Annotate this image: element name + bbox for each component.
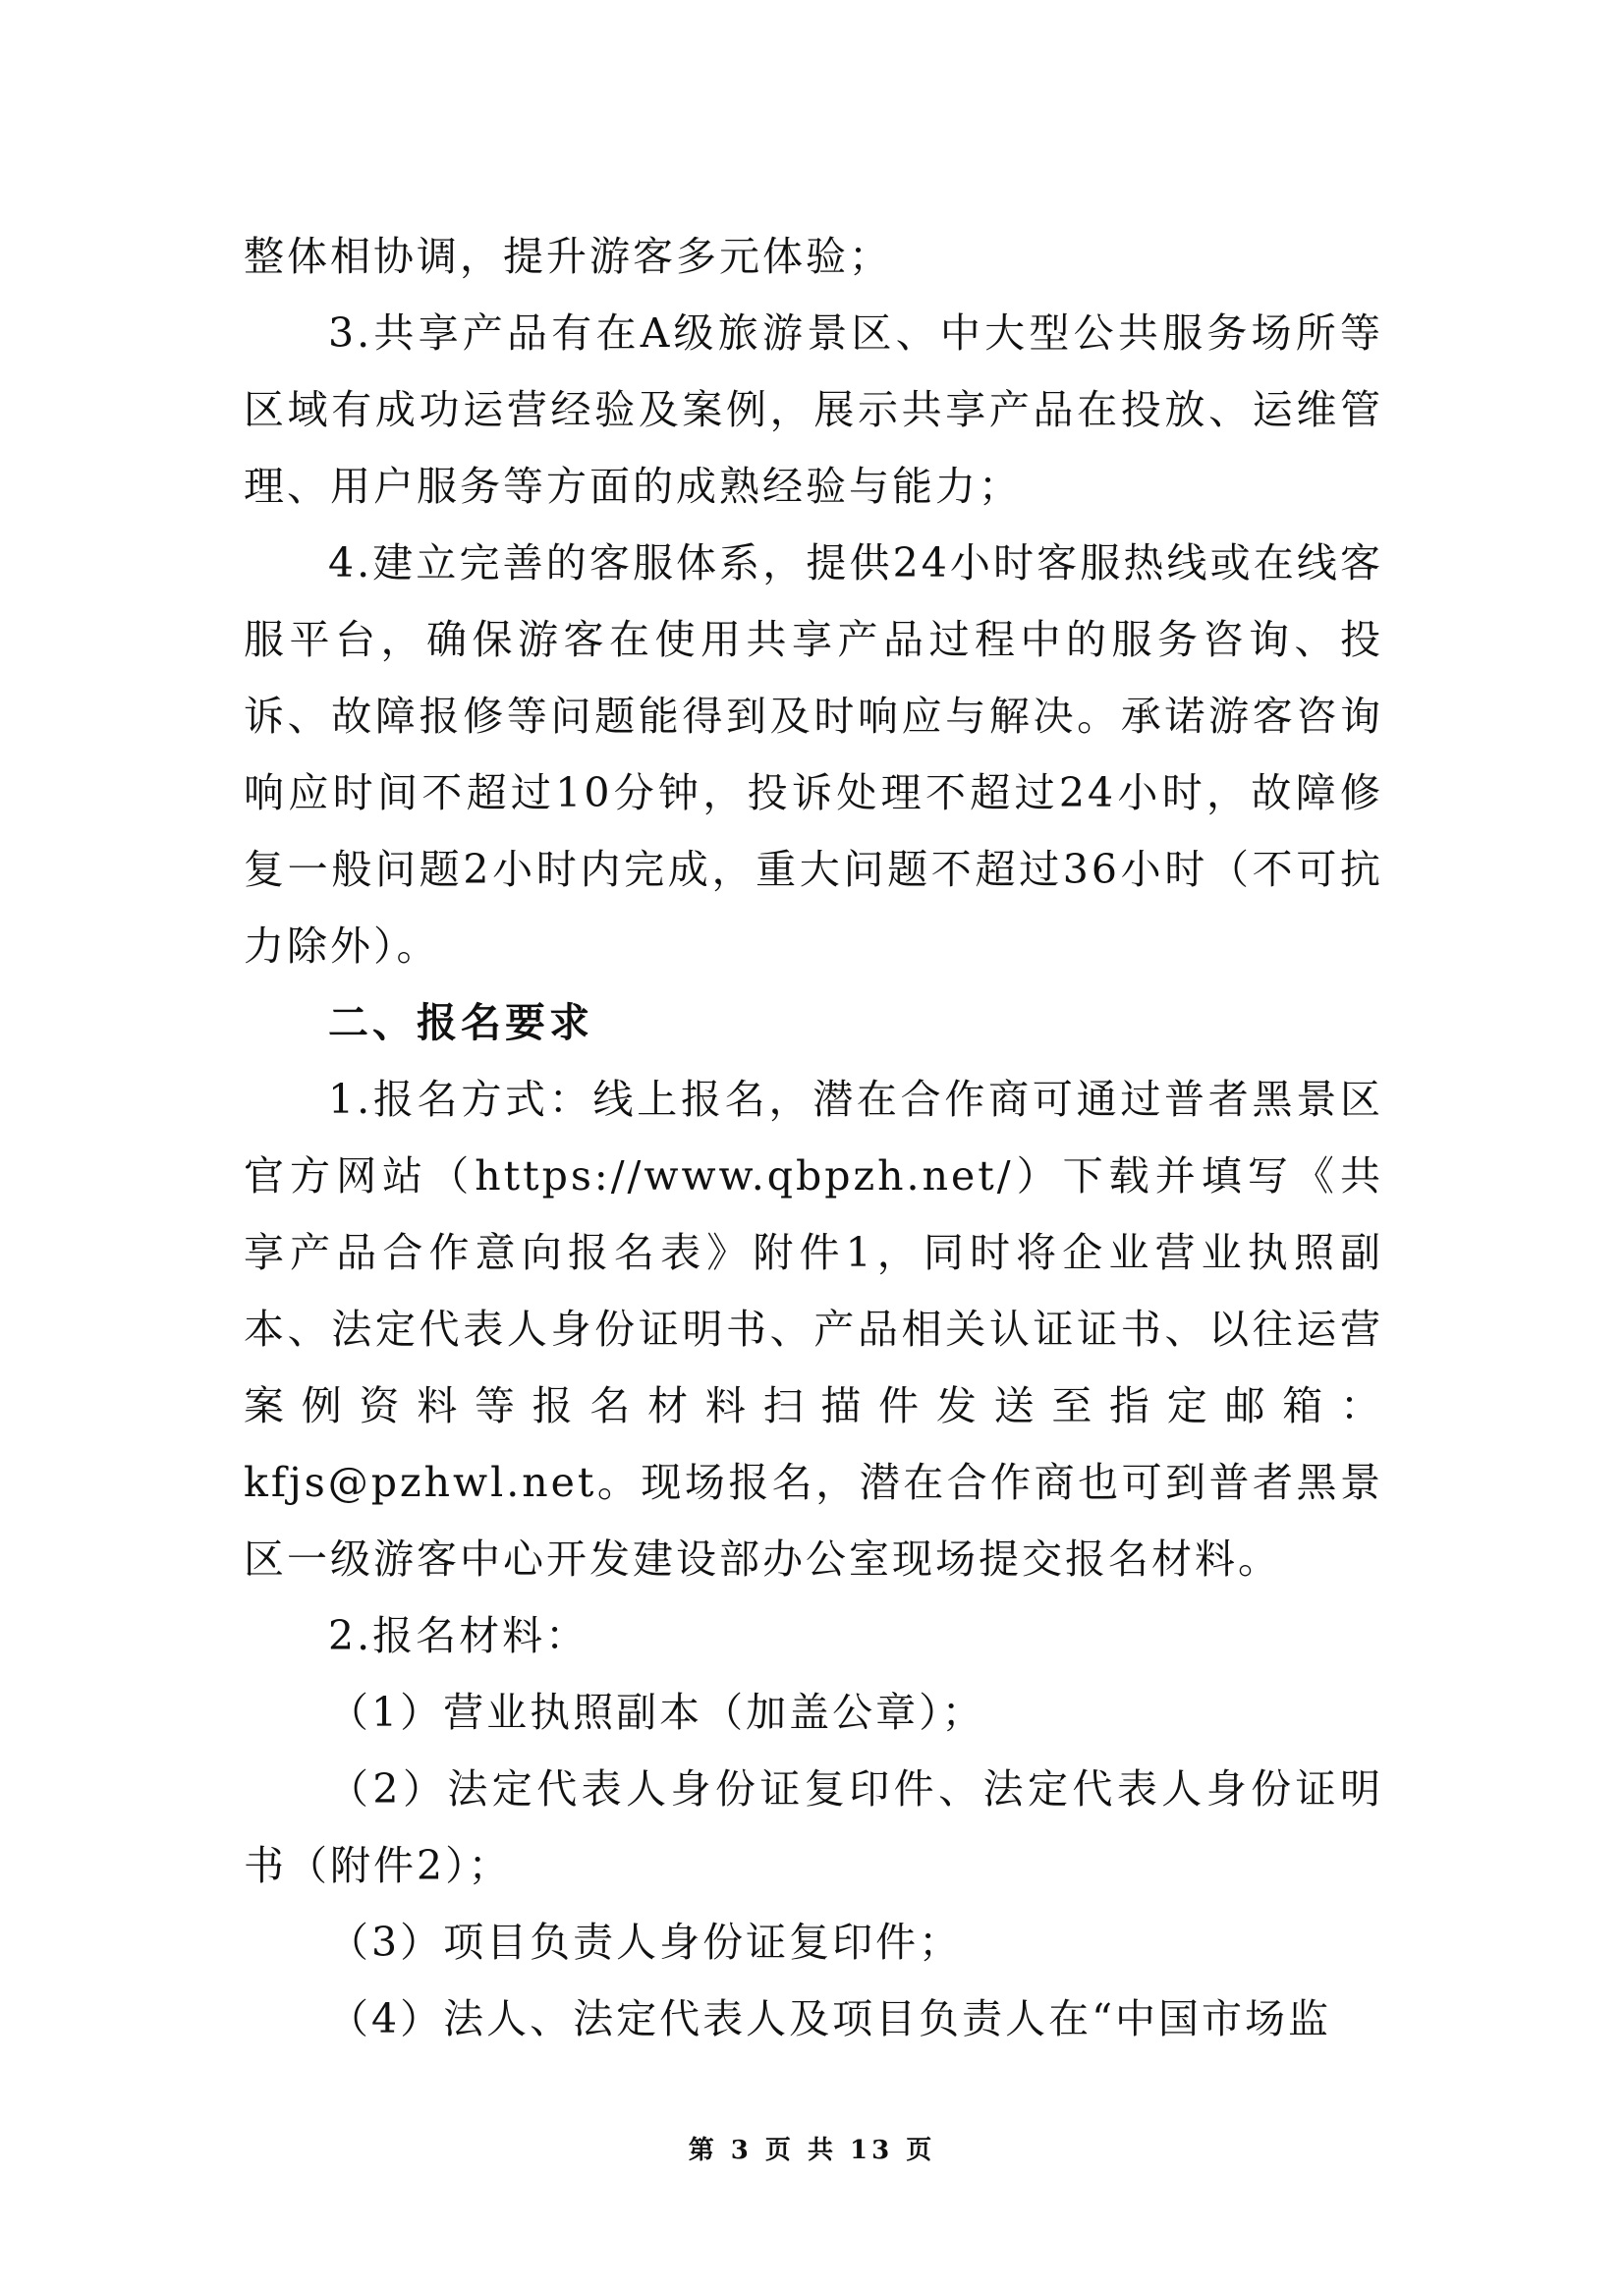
page-number-footer: 第 3 页 共 13 页	[688, 2136, 936, 2165]
paragraph-continuation: 整体相协调，提升游客多元体验；	[244, 233, 892, 280]
material-item-3: （3）项目负责人身份证复印件；	[328, 1919, 963, 1966]
paragraph-item-3: 3.共享产品有在A级旅游景区、中大型公共服务场所等区域有成功运营经验及案例，展示共享产品在投放、运维管理、用户服务等方面的成熟经验与能力；	[244, 309, 1383, 510]
material-item-1: （1）营业执照副本（加盖公章）；	[328, 1689, 985, 1736]
material-item-2: （2）法定代表人身份证复印件、法定代表人身份证明书（附件2）；	[244, 1765, 1383, 1889]
material-item-4: （4）法人、法定代表人及项目负责人在“中国市场监	[328, 1995, 1332, 2042]
paragraph-registration-method: 1.报名方式：线上报名，潜在合作商可通过普者黑景区官方网站（https://www.qbpzh.net/）下载并填写《共享产品合作意向报名表》附件1，同时将企业营业执照副本、法定代表人身份证明书、产品相关认证证书、以往运营案例资料等报名材料扫描件发送至指定邮箱：kfjs@pzhwl.net。现场报名，潜在合作商也可到普者黑景区一级游客中心开发建设部办公室现场提交报名材料。	[244, 1076, 1383, 1583]
document-body	[244, 218, 1383, 2057]
paragraph-registration-materials: 2.报名材料：	[328, 1612, 589, 1659]
paragraph-item-4: 4.建立完善的客服体系，提供24小时客服热线或在线客服平台，确保游客在使用共享产品过程中的服务咨询、投诉、故障报修等问题能得到及时响应与解决。承诺游客咨询响应时间不超过10分钟，投诉处理不超过24小时，故障修复一般问题2小时内完成，重大问题不超过36小时（不可抗力除外）。	[244, 539, 1383, 970]
section-heading: 二、报名要求	[328, 999, 593, 1046]
